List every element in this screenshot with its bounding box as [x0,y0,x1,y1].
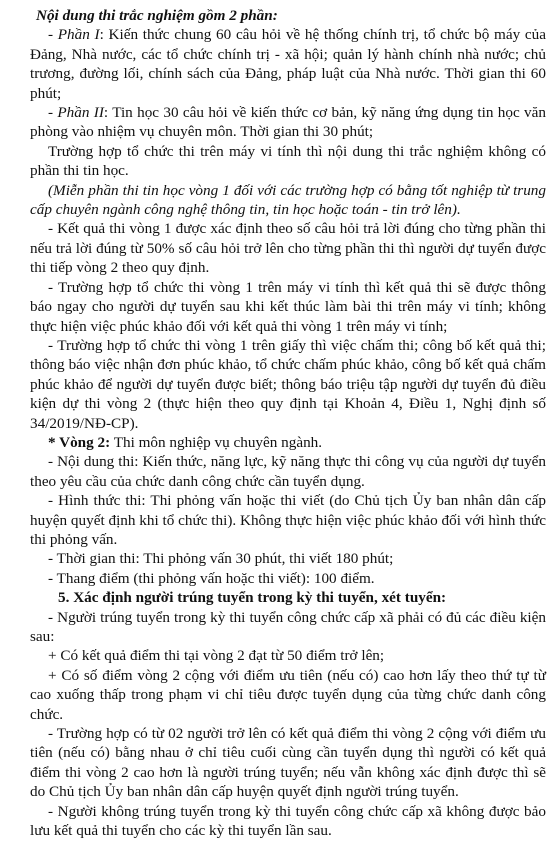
paragraph-winner-conditions: - Người trúng tuyển trong kỳ thi tuyển công chức cấp xã phải có đủ các điều kiện sau: [30,608,546,645]
round-2-text: Thi môn nghiệp vụ chuyên ngành. [110,433,323,451]
paragraph-computer-results: - Trường hợp tổ chức thi vòng 1 trên máy vi tính thì kết quả thi sẽ được thông báo ngay cho người dự tuyển sau khi kết thúc làm bài thi trên máy vi tính; không thực hiện việc phúc khảo đối với kết quả thi vòng 1 trên máy vi tính; [30,278,546,335]
part-2-text: : Tin học 30 câu hỏi về kiến thức cơ bản, kỹ năng ứng dụng tin học văn phòng vào nhiệm vụ chuyên môn. Thời gian thi 30 phút; [30,104,546,141]
paragraph-part-2 [30,103,546,142]
paragraph-computer-note: Trường hợp tổ chức thi trên máy vi tính thì nội dung thi trắc nghiệm không có phần thi tin học. [30,142,546,180]
paragraph-round-1-results: - Kết quả thi vòng 1 được xác định theo số câu hỏi trả lời đúng cho từng phần thi nếu trả lời đúng từ 50% số câu hỏi trở lên cho từng phần thi thì người dự tuyển được thi tiếp vòng 2 theo quy định. [30,220,546,277]
section-heading: Nội dung thi trắc nghiệm gồm 2 phần: [36,7,278,24]
paragraph-round-2-time: - Thời gian thi: Thi phỏng vấn 30 phút, thi viết 180 phút; [48,550,394,568]
paragraph-round-2-form: - Hình thức thi: Thi phỏng vấn hoặc thi viết (do Chủ tịch Ủy ban nhân dân cấp huyện quyết định khi tổ chức thi). Không thực hiện việc phúc khảo đối với hình thức thi phỏng vấn. [30,492,546,548]
part-1-text: : Kiến thức chung 60 câu hỏi về hệ thống chính trị, tổ chức bộ máy của Đảng, Nhà nước, các tổ chức chính trị - xã hội; quản lý hành chính nhà nước; chủ trương, đường lối, chính sách của Đảng, pháp luật của Nhà nước. Thời gian thi 60 phút; [30,26,546,102]
paragraph-condition-a: + Có kết quả điểm thi tại vòng 2 đạt từ 50 điểm trở lên; [48,647,385,665]
section-5-heading: 5. Xác định người trúng tuyển trong kỳ thi tuyển, xét tuyển: [58,589,447,607]
paragraph-round-2-scale: - Thang điểm (thi phỏng vấn hoặc thi viết): 100 điểm. [48,569,375,587]
part-1-prefix: - [48,26,58,44]
paragraph-condition-b: + Có số điểm vòng 2 cộng với điểm ưu tiên (nếu có) cao hơn lấy theo thứ tự từ cao xuống thấp trong phạm vi chỉ tiêu được tuyển dụng của từng chức danh công chức. [30,666,546,723]
paragraph-part-1 [30,25,546,103]
part-1-label: Phần I [57,26,100,44]
paragraph-round-2 [30,433,546,452]
round-2-label: * Vòng 2: [48,433,111,451]
paragraph-round-2-content: - Nội dung thi: Kiến thức, năng lực, kỹ năng thực thi công vụ của người dự tuyển theo yêu cầu của chức danh công chức cần tuyển dụng. [30,453,546,490]
paragraph-paper-results: - Trường hợp tổ chức thi vòng 1 trên giấy thì việc chấm thi; công bố kết quả thi; thông báo việc nhận đơn phúc khảo, tổ chức chấm phúc khảo, công bố kết quả chấm phúc khảo để người dự tuyển được biết; thông báo triệu tập người dự tuyển đủ điều kiện dự thi vòng 2 (thực hiện theo quy định tại Khoản 4, Điều 1, Nghị định số 34/2019/NĐ-CP). [30,336,546,432]
paragraph-no-reserve: - Người không trúng tuyển trong kỳ thi tuyển công chức cấp xã không được bảo lưu kết quả thi tuyển cho các kỳ thi tuyển lần sau. [30,802,546,840]
part-2-label: Phần II [57,104,104,122]
part-2-prefix: - [48,104,58,122]
paragraph-exemption-note: (Miễn phần thi tin học vòng 1 đối với các trường hợp có bằng tốt nghiệp từ trung cấp chuyên ngành công nghệ thông tin, tin học hoặc toán - tin trở lên). [30,181,546,219]
paragraph-tie-rule: - Trường hợp có từ 02 người trở lên có kết quả điểm thi vòng 2 cộng với điểm ưu tiên (nếu có) bằng nhau ở chỉ tiêu cuối cùng cần tuyển dụng thì người có kết quả điểm thi vòng 2 cao hơn là người trúng tuyển; nếu vẫn không xác định được thì sẽ do Chủ tịch Ủy ban nhân dân cấp huyện quyết định người trúng tuyển. [30,725,546,801]
